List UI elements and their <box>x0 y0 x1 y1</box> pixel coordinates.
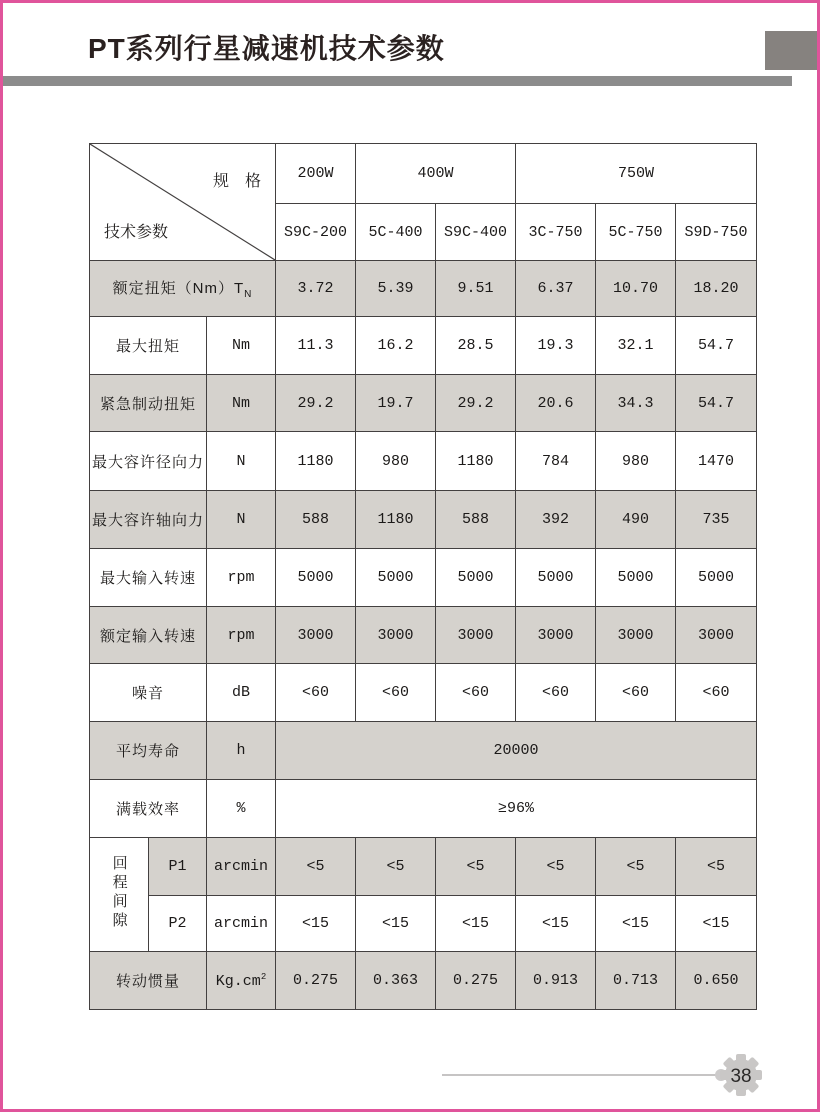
row-backlash-p2 <box>90 896 757 952</box>
value-cell: 3000 <box>596 607 676 664</box>
row-max-input-speed <box>90 549 757 607</box>
value-cell: 3.72 <box>276 261 356 317</box>
power-group-750w: 750W <box>516 144 757 204</box>
row-label: P1 <box>149 838 207 896</box>
power-group-200w: 200W <box>276 144 356 204</box>
value-cell: 3000 <box>516 607 596 664</box>
backlash-group-label: 回程间隙 <box>90 838 149 952</box>
row-label: P2 <box>149 896 207 952</box>
value-cell: 980 <box>356 432 436 491</box>
value-cell: <5 <box>276 838 356 896</box>
page-number: 38 <box>730 1066 752 1087</box>
value-cell: 0.713 <box>596 952 676 1010</box>
row-rotational-inertia <box>90 952 757 1010</box>
value-cell: 588 <box>436 491 516 549</box>
value-cell: 6.37 <box>516 261 596 317</box>
value-cell: 28.5 <box>436 317 516 375</box>
value-cell: <60 <box>596 664 676 722</box>
value-cell: 1180 <box>356 491 436 549</box>
value-cell: 1180 <box>276 432 356 491</box>
value-cell: 490 <box>596 491 676 549</box>
footer-line <box>442 1074 721 1076</box>
row-label: 转动惯量 <box>90 952 207 1010</box>
superscript: 2 <box>260 971 267 982</box>
row-rated-input-speed <box>90 607 757 664</box>
value-cell: 588 <box>276 491 356 549</box>
value-cell: 10.70 <box>596 261 676 317</box>
value-cell: <5 <box>596 838 676 896</box>
model-cell: S9C-200 <box>276 204 356 261</box>
unit-cell: arcmin <box>207 838 276 896</box>
value-cell: <5 <box>436 838 516 896</box>
value-cell: <15 <box>516 896 596 952</box>
model-cell: S9C-400 <box>436 204 516 261</box>
merged-value-cell: ≥96% <box>276 780 757 838</box>
value-cell: <15 <box>676 896 757 952</box>
value-cell: 3000 <box>356 607 436 664</box>
merged-value-cell: 20000 <box>276 722 757 780</box>
value-cell: 5000 <box>676 549 757 607</box>
row-max-radial-force <box>90 432 757 491</box>
value-cell: 18.20 <box>676 261 757 317</box>
power-group-400w: 400W <box>356 144 516 204</box>
row-emergency-brake-torque <box>90 375 757 432</box>
corner-header-cell <box>90 144 276 261</box>
value-cell: 20.6 <box>516 375 596 432</box>
model-cell: 5C-400 <box>356 204 436 261</box>
value-cell: 5000 <box>276 549 356 607</box>
value-cell: <5 <box>676 838 757 896</box>
value-cell: 735 <box>676 491 757 549</box>
header-row-power <box>90 144 757 204</box>
value-cell: 0.913 <box>516 952 596 1010</box>
row-label: 平均寿命 <box>90 722 207 780</box>
value-cell: <15 <box>436 896 516 952</box>
row-label: 最大容许轴向力 <box>90 491 207 549</box>
value-cell: 0.275 <box>436 952 516 1010</box>
value-cell: 1470 <box>676 432 757 491</box>
value-cell: <5 <box>356 838 436 896</box>
value-cell: 16.2 <box>356 317 436 375</box>
value-cell: 3000 <box>276 607 356 664</box>
unit-cell: % <box>207 780 276 838</box>
row-label: 最大扭矩 <box>90 317 207 375</box>
value-cell: 11.3 <box>276 317 356 375</box>
row-label: 满载效率 <box>90 780 207 838</box>
value-cell: 0.275 <box>276 952 356 1010</box>
page-number-gear <box>719 1053 763 1097</box>
row-noise <box>90 664 757 722</box>
unit-cell: N <box>207 432 276 491</box>
header-rule <box>3 76 792 86</box>
value-cell: 392 <box>516 491 596 549</box>
value-cell: <60 <box>436 664 516 722</box>
row-label: 噪音 <box>90 664 207 722</box>
value-cell: 3000 <box>436 607 516 664</box>
value-cell: <5 <box>516 838 596 896</box>
unit-cell: Nm <box>207 317 276 375</box>
value-cell: 0.363 <box>356 952 436 1010</box>
value-cell: 19.3 <box>516 317 596 375</box>
value-cell: <60 <box>676 664 757 722</box>
diagonal-line <box>90 144 275 260</box>
row-label: 最大容许径向力 <box>90 432 207 491</box>
row-full-load-efficiency <box>90 780 757 838</box>
value-cell: <15 <box>276 896 356 952</box>
unit-cell: dB <box>207 664 276 722</box>
value-cell: 5000 <box>436 549 516 607</box>
value-cell: <60 <box>516 664 596 722</box>
value-cell: 3000 <box>676 607 757 664</box>
value-cell: <15 <box>356 896 436 952</box>
row-max-torque <box>90 317 757 375</box>
row-rated-torque <box>90 261 757 317</box>
value-cell: 54.7 <box>676 375 757 432</box>
row-backlash-p1 <box>90 838 757 896</box>
value-cell: 32.1 <box>596 317 676 375</box>
unit-cell: h <box>207 722 276 780</box>
value-cell: 29.2 <box>436 375 516 432</box>
gear-icon <box>719 1053 763 1097</box>
row-label: 最大输入转速 <box>90 549 207 607</box>
value-cell: 0.650 <box>676 952 757 1010</box>
row-label: 紧急制动扭矩 <box>90 375 207 432</box>
page-title: PT系列行星减速机技术参数 <box>88 33 445 64</box>
corner-params-label: 技术参数 <box>104 224 169 241</box>
value-cell: <15 <box>596 896 676 952</box>
row-max-axial-force <box>90 491 757 549</box>
model-cell: 5C-750 <box>596 204 676 261</box>
unit-cell: rpm <box>207 549 276 607</box>
value-cell: 29.2 <box>276 375 356 432</box>
model-cell: S9D-750 <box>676 204 757 261</box>
corner-accent-rect <box>765 31 820 70</box>
value-cell: <60 <box>276 664 356 722</box>
value-cell: 5000 <box>356 549 436 607</box>
value-cell: 1180 <box>436 432 516 491</box>
value-cell: 19.7 <box>356 375 436 432</box>
value-cell: 34.3 <box>596 375 676 432</box>
value-cell: 5.39 <box>356 261 436 317</box>
unit-cell: arcmin <box>207 896 276 952</box>
unit-cell: N <box>207 491 276 549</box>
corner-spec-label: 规 格 <box>213 173 262 190</box>
value-cell: 980 <box>596 432 676 491</box>
row-label: 额定扭矩$(Nm)T_N$ <box>90 261 276 317</box>
row-avg-life <box>90 722 757 780</box>
value-cell: 5000 <box>516 549 596 607</box>
subscript: N <box>244 289 253 300</box>
row-label: 额定输入转速 <box>90 607 207 664</box>
unit-cell: rpm <box>207 607 276 664</box>
value-cell: 5000 <box>596 549 676 607</box>
unit-cell: $Kg.cm^2$ <box>207 952 276 1010</box>
value-cell: 784 <box>516 432 596 491</box>
value-cell: 9.51 <box>436 261 516 317</box>
spec-table <box>89 143 757 1010</box>
value-cell: <60 <box>356 664 436 722</box>
model-cell: 3C-750 <box>516 204 596 261</box>
value-cell: 54.7 <box>676 317 757 375</box>
unit-cell: Nm <box>207 375 276 432</box>
